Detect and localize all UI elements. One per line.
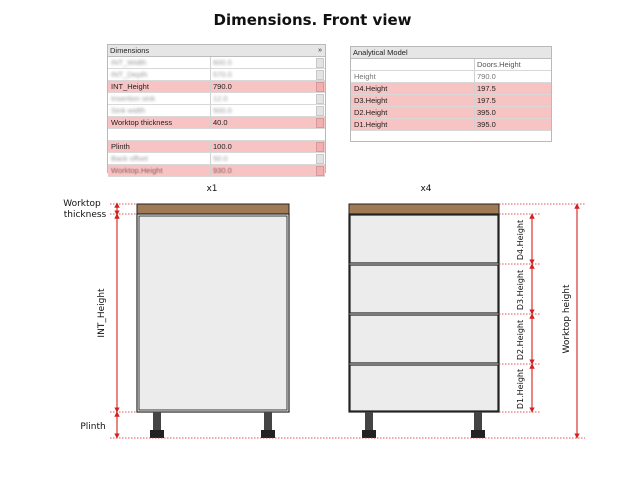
row-value[interactable]: 790.0: [477, 72, 496, 81]
left-cabinet: [137, 204, 289, 438]
param-value[interactable]: 500.0: [213, 106, 232, 115]
drawer-label-d4: D4.Height: [516, 219, 525, 261]
param-name: Back offset: [111, 154, 148, 163]
collapse-chevron-icon[interactable]: »: [318, 47, 322, 54]
worktop-thickness-label-line2: thickness: [63, 210, 107, 220]
row-name: D1.Height: [354, 120, 388, 129]
plinth-label: Plinth: [80, 422, 106, 432]
param-value[interactable]: 570.0: [213, 70, 232, 79]
int-height-label: INT_Height: [97, 288, 107, 338]
right-foot: [471, 430, 485, 438]
right-foot: [362, 430, 376, 438]
left-foot: [261, 430, 275, 438]
row-value[interactable]: 395.0: [477, 108, 496, 117]
row-name: D4.Height: [354, 84, 388, 93]
row-name: Height: [354, 72, 376, 81]
left-foot: [150, 430, 164, 438]
param-value[interactable]: 930.0: [213, 166, 232, 175]
param-value[interactable]: 790.0: [213, 82, 232, 91]
right-cabinet: [349, 204, 499, 438]
drawer-front-d4: [350, 215, 498, 263]
row-name: D3.Height: [354, 96, 388, 105]
param-value[interactable]: 50.0: [213, 154, 228, 163]
drawer-front-d3: [350, 265, 498, 313]
param-value[interactable]: 12.0: [213, 94, 228, 103]
param-name: Insertion sink: [111, 94, 156, 103]
param-name: Worktop thickness: [111, 118, 173, 127]
row-value[interactable]: 197.5: [477, 84, 496, 93]
left-leg: [264, 412, 272, 432]
left-door: [139, 216, 287, 410]
drawer-label-d1: D1.Height: [516, 368, 525, 410]
left-multiplier: x1: [206, 184, 218, 194]
drawer-label-d2: D2.Height: [516, 319, 525, 361]
param-name: INT_Width: [111, 58, 147, 67]
right-leg: [365, 412, 373, 432]
drawer-front-d1: [350, 365, 498, 411]
worktop-height-label: Worktop height: [562, 284, 572, 354]
row-value[interactable]: 395.0: [477, 120, 496, 129]
dimensions-header-label: Dimensions: [110, 46, 150, 55]
param-name: INT_Depth: [111, 70, 148, 79]
page-title: Dimensions. Front view: [213, 11, 412, 29]
param-value[interactable]: 600.0: [213, 58, 232, 67]
column-header-label: Doors.Height: [477, 60, 521, 69]
param-value[interactable]: 100.0: [213, 142, 232, 151]
worktop-thickness-label-line1: Worktop: [63, 199, 101, 209]
analytical-model-header[interactable]: Analytical Model: [351, 47, 551, 59]
param-name: Plinth: [111, 142, 130, 151]
param-name: INT_Height: [111, 82, 149, 91]
param-value[interactable]: 40.0: [213, 118, 228, 127]
right-leg: [474, 412, 482, 432]
param-name: Worktop.Height: [111, 166, 163, 175]
drawer-front-d2: [350, 315, 498, 363]
param-name: Sink width: [111, 106, 146, 115]
left-worktop: [137, 204, 289, 214]
left-leg: [153, 412, 161, 432]
right-worktop: [349, 204, 499, 214]
row-name: D2.Height: [354, 108, 388, 117]
drawer-label-d3: D3.Height: [516, 269, 525, 311]
right-multiplier: x4: [420, 184, 432, 194]
row-value[interactable]: 197.5: [477, 96, 496, 105]
